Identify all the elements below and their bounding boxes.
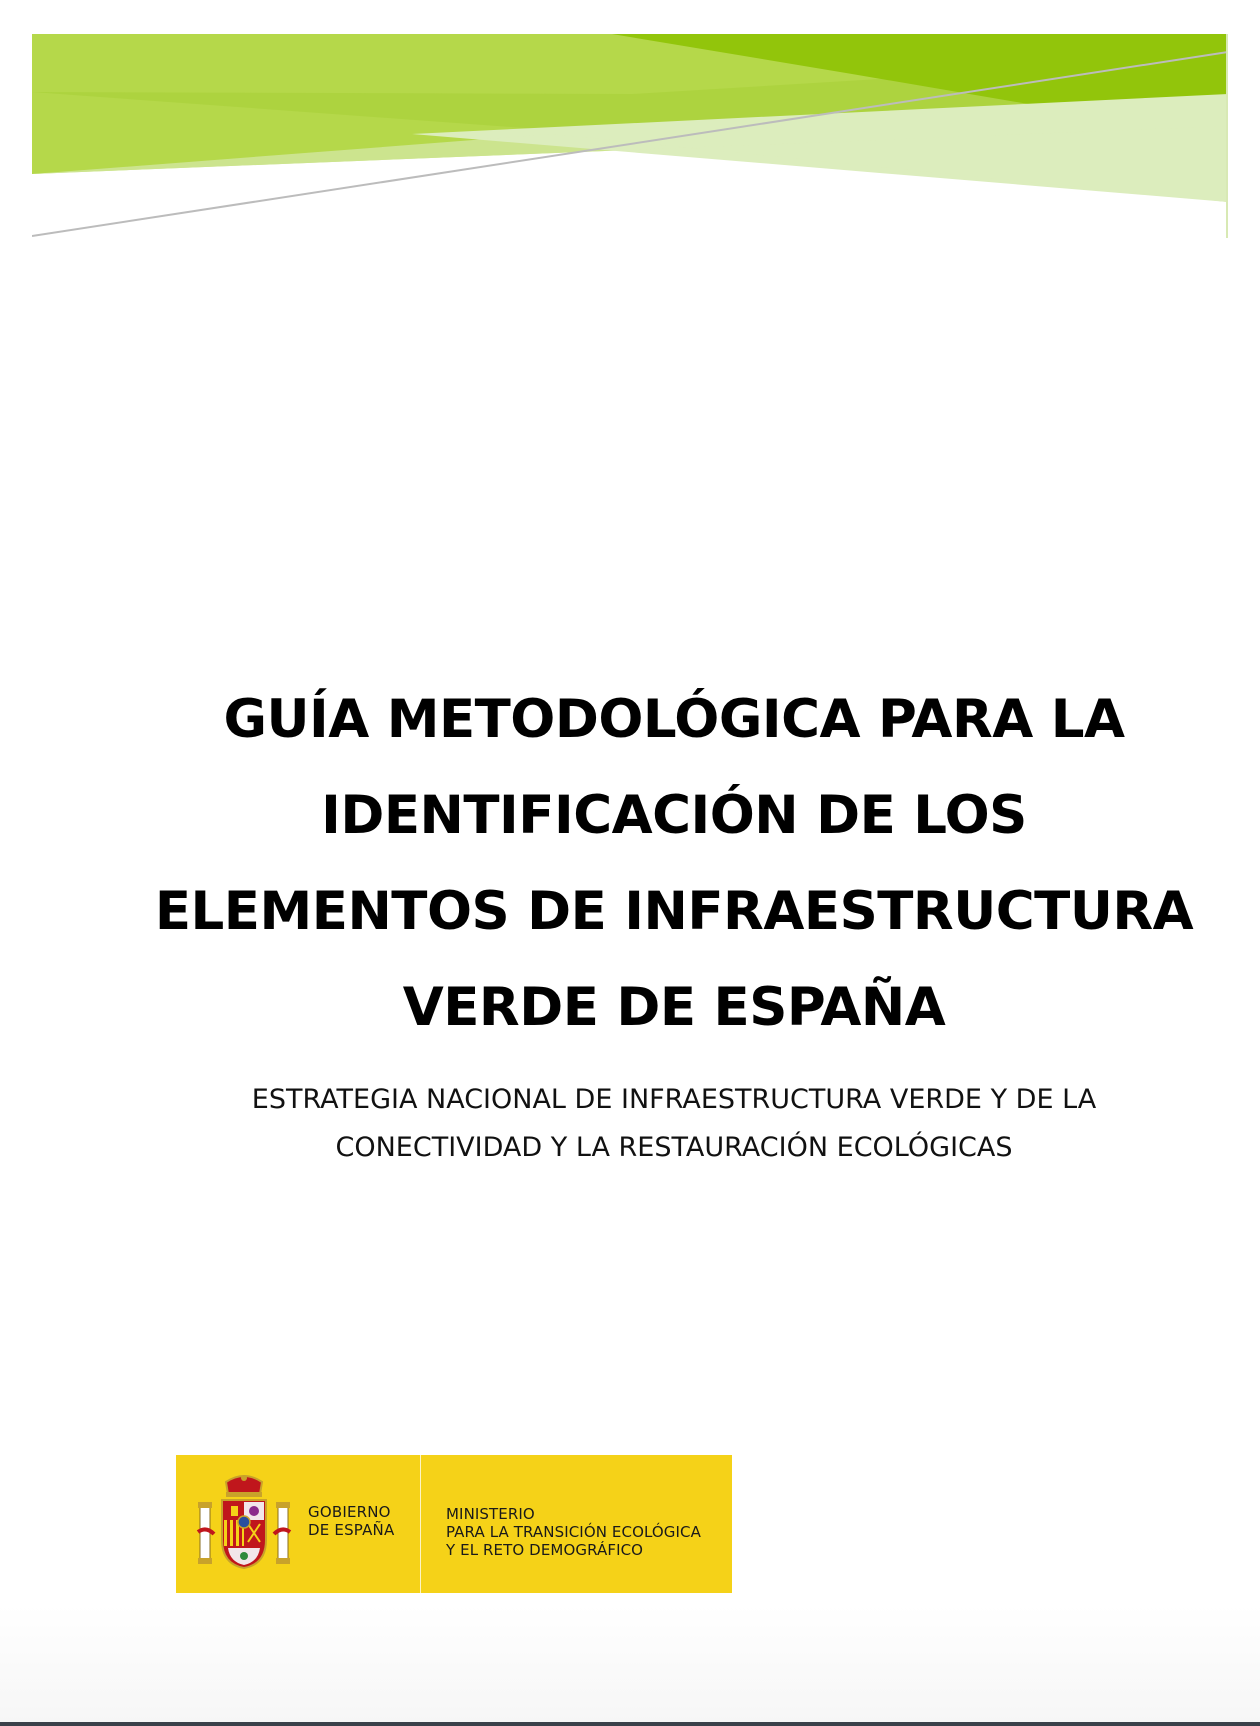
green-header-banner bbox=[32, 34, 1228, 238]
title-line: ELEMENTOS DE INFRAESTRUCTURA bbox=[154, 881, 1194, 942]
subtitle-line: CONECTIVIDAD Y LA RESTAURACIÓN ECOLÓGICAS bbox=[335, 1132, 1013, 1163]
document-subtitle bbox=[120, 1076, 1228, 1172]
ministry-line: PARA LA TRANSICIÓN ECOLÓGICA bbox=[446, 1523, 701, 1541]
title-line: IDENTIFICACIÓN DE LOS bbox=[321, 785, 1027, 846]
ministry-line: Y EL RETO DEMOGRÁFICO bbox=[446, 1541, 644, 1559]
green-banner-graphic bbox=[32, 34, 1228, 238]
government-ministry-logo bbox=[176, 1455, 732, 1593]
title-line: GUÍA METODOLÓGICA PARA LA bbox=[223, 689, 1125, 750]
document-title bbox=[120, 672, 1228, 1056]
title-block bbox=[120, 672, 1228, 1172]
page-bottom-border bbox=[0, 1722, 1260, 1726]
logo-divider bbox=[420, 1455, 421, 1593]
title-line: VERDE DE ESPAÑA bbox=[402, 977, 946, 1038]
ministry-line: MINISTERIO bbox=[446, 1505, 535, 1523]
subtitle-line: ESTRATEGIA NACIONAL DE INFRAESTRUCTURA VERDE Y DE LA bbox=[251, 1084, 1097, 1115]
ministry-label bbox=[446, 1505, 701, 1559]
government-line: GOBIERNO bbox=[308, 1503, 391, 1521]
spanish-coat-of-arms-icon bbox=[196, 1472, 292, 1576]
government-line: DE ESPAÑA bbox=[308, 1521, 395, 1539]
government-label bbox=[308, 1503, 394, 1539]
